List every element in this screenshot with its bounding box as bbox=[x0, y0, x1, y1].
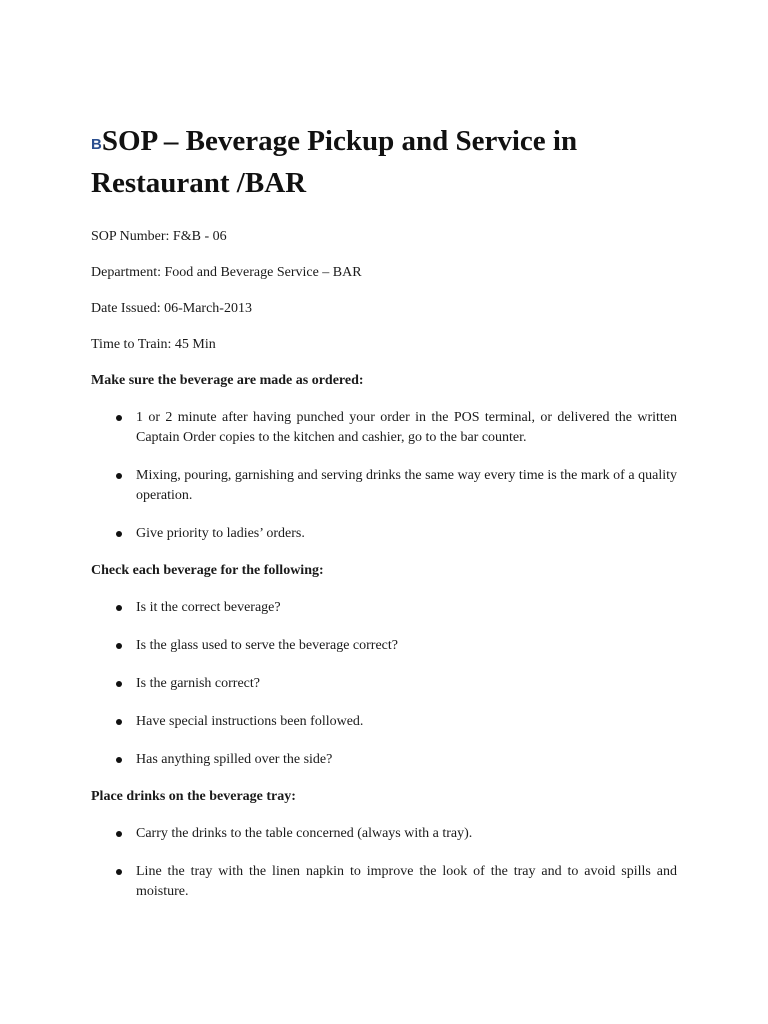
department: Department: Food and Beverage Service – BAR bbox=[91, 265, 362, 280]
bullet-icon bbox=[116, 415, 122, 421]
time-to-train: Time to Train: 45 Min bbox=[91, 337, 216, 352]
bullet-icon bbox=[116, 681, 122, 687]
list-item-text: Has anything spilled over the side? bbox=[136, 752, 333, 767]
sop-number: SOP Number: F&B - 06 bbox=[91, 229, 227, 244]
list-item-text: 1 or 2 minute after having punched your order in the POS terminal, or delivered the written Captain Order copies to the kitchen and cashier, go to the bar counter. bbox=[136, 410, 677, 445]
document-title-block bbox=[91, 122, 677, 202]
date-issued: Date Issued: 06-March-2013 bbox=[91, 301, 252, 316]
bullet-icon bbox=[116, 831, 122, 837]
list-item bbox=[91, 674, 677, 694]
bullet-list bbox=[91, 598, 677, 770]
list-item bbox=[91, 524, 677, 544]
list-item bbox=[91, 466, 677, 506]
bullet-list bbox=[91, 824, 677, 902]
bullet-icon bbox=[116, 605, 122, 611]
bullet-icon bbox=[116, 719, 122, 725]
list-item bbox=[91, 598, 677, 618]
document-page bbox=[91, 122, 677, 902]
list-item-text: Is it the correct beverage? bbox=[136, 600, 281, 615]
list-item-text: Is the glass used to serve the beverage correct? bbox=[136, 638, 398, 653]
bullet-icon bbox=[116, 869, 122, 875]
list-item bbox=[91, 408, 677, 448]
list-item-text: Line the tray with the linen napkin to improve the look of the tray and to avoid spills and moisture. bbox=[136, 864, 677, 899]
bullet-icon bbox=[116, 643, 122, 649]
list-item bbox=[91, 862, 677, 902]
list-item bbox=[91, 750, 677, 770]
list-item-text: Mixing, pouring, garnishing and serving drinks the same way every time is the mark of a quality operation. bbox=[136, 468, 677, 503]
list-item bbox=[91, 824, 677, 844]
list-item-text: Give priority to ladies’ orders. bbox=[136, 526, 305, 541]
list-item bbox=[91, 712, 677, 732]
bullet-list bbox=[91, 408, 677, 544]
bullet-icon bbox=[116, 473, 122, 479]
bullet-icon bbox=[116, 531, 122, 537]
section-heading: Check each beverage for the following: bbox=[91, 563, 324, 578]
list-item-text: Carry the drinks to the table concerned (always with a tray). bbox=[136, 826, 473, 841]
section-heading: Make sure the beverage are made as ordered: bbox=[91, 373, 364, 388]
list-item-text: Have special instructions been followed. bbox=[136, 714, 364, 729]
section-heading: Place drinks on the beverage tray: bbox=[91, 789, 296, 804]
document-title: SOP – Beverage Pickup and Service in Restaurant /BAR bbox=[91, 125, 578, 199]
title-prefix-mark: B bbox=[91, 136, 102, 153]
bullet-icon bbox=[116, 757, 122, 763]
list-item bbox=[91, 636, 677, 656]
list-item-text: Is the garnish correct? bbox=[136, 676, 260, 691]
